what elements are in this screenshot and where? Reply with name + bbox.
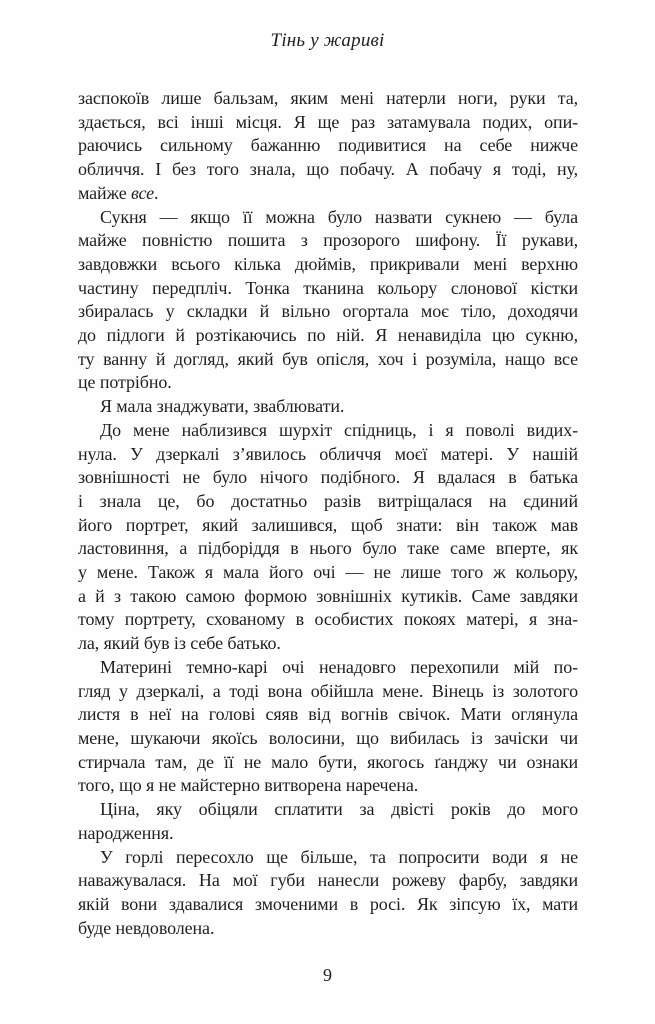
text-line: До мене наблизився шурхіт спідниць, і я поволі видих- [100, 419, 578, 440]
text-line: стирчала там, де її не мало бути, якогось ґанджу чи ознаки [78, 751, 578, 772]
text-line: раючись сильному бажанню подивитися на себе нижче [78, 135, 578, 156]
text-line: обличчя. І без того знала, що побачу. А побачу я тоді, ну, [78, 159, 578, 180]
paragraph [78, 87, 578, 206]
text-line: і знала це, бо достатньо разів витріщалася на єдиний [78, 490, 578, 511]
text-line: Материні темно-карі очі ненадовго перехопили мій по- [100, 656, 578, 677]
text-line: його портрет, який залишився, щоб знати: він також мав [78, 514, 578, 535]
text-line: Ціна, яку обіцяли сплатити за двісті років до мого [100, 799, 578, 820]
text-line: нула. У дзеркалі з’явилось обличчя моєї матері. У нашій [78, 443, 578, 464]
text-line: ту ванну й догляд, який був опісля, хоч і розуміла, нащо все [78, 348, 578, 369]
text-line: Я мала знаджувати, зваблювати. [100, 396, 345, 417]
text-line: до підлоги й розтікаючись по ній. Я ненавиділа цю сукню, [78, 325, 578, 346]
text-line: листя в неї на голові сяяв від вогнів свічок. Мати оглянула [78, 704, 578, 725]
text-line: мене, шукаючи якоїсь волосини, що вибилась із зачіски чи [78, 727, 578, 748]
paragraph [78, 395, 578, 419]
text-line: буде невдоволена. [78, 917, 215, 938]
text-line: якій вони здавалися змоченими в росі. Як зіпсую їх, мати [78, 893, 578, 914]
text-line: здається, всі інші місця. Я ще раз затамувала подих, опи- [78, 111, 578, 132]
text-line [78, 182, 578, 206]
text-block [78, 87, 578, 940]
paragraph [78, 798, 578, 845]
text-segment: . [154, 182, 159, 203]
text-line: народження. [78, 822, 174, 843]
paragraph [78, 656, 578, 798]
text-line: У горлі пересохло ще більше, та попросити води я не [100, 846, 578, 867]
text-line: заспокоїв лише бальзам, яким мені натерли ноги, руки та, [78, 88, 578, 108]
text-line: завдовжки всього кілька дюймів, прикривали мені верхню [78, 253, 578, 274]
text-line: гляд у дзеркалі, а тоді вона обійшла мене. Вінець із золотого [78, 680, 578, 701]
text-line: Сукня — якщо її можна було назвати сукнею — була [100, 206, 578, 227]
text-line: майже повністю пошита з прозорого шифону. Її рукави, [78, 230, 578, 251]
text-line: ластовиння, а підборіддя в нього було таке саме вперте, як [78, 538, 578, 559]
text-line: у мене. Також я мала його очі — не лише того ж кольору, [78, 562, 578, 583]
text-line: частину передпліч. Тонка тканина кольору слонової кістки [78, 277, 578, 298]
paragraph [78, 206, 578, 396]
running-header: Тінь у жариві [270, 30, 385, 51]
italic-text-segment: все [130, 182, 155, 203]
text-line: наважувалася. На мої губи нанесли рожеву фарбу, завдяки [78, 870, 578, 891]
text-line: це потрібно. [78, 372, 172, 393]
text-line: а й з такою самою формою зовнішніх кутиків. Саме завдяки [78, 585, 578, 606]
paragraph [78, 846, 578, 941]
paragraph [78, 419, 578, 656]
text-line: того, що я не майстерно витворена наречена. [78, 775, 419, 796]
text-line: збиралась у складки й вільно огортала моє тіло, доходячи [78, 301, 578, 322]
page-number: 9 [323, 965, 332, 985]
text-line: тому портрету, схованому в особистих покоях матері, я зна- [78, 609, 578, 630]
text-line: ла, який був із себе батько. [78, 633, 281, 654]
text-segment: майже [78, 182, 131, 203]
text-line: зовнішності не було нічого подібного. Я вдалася в батька [78, 467, 578, 488]
